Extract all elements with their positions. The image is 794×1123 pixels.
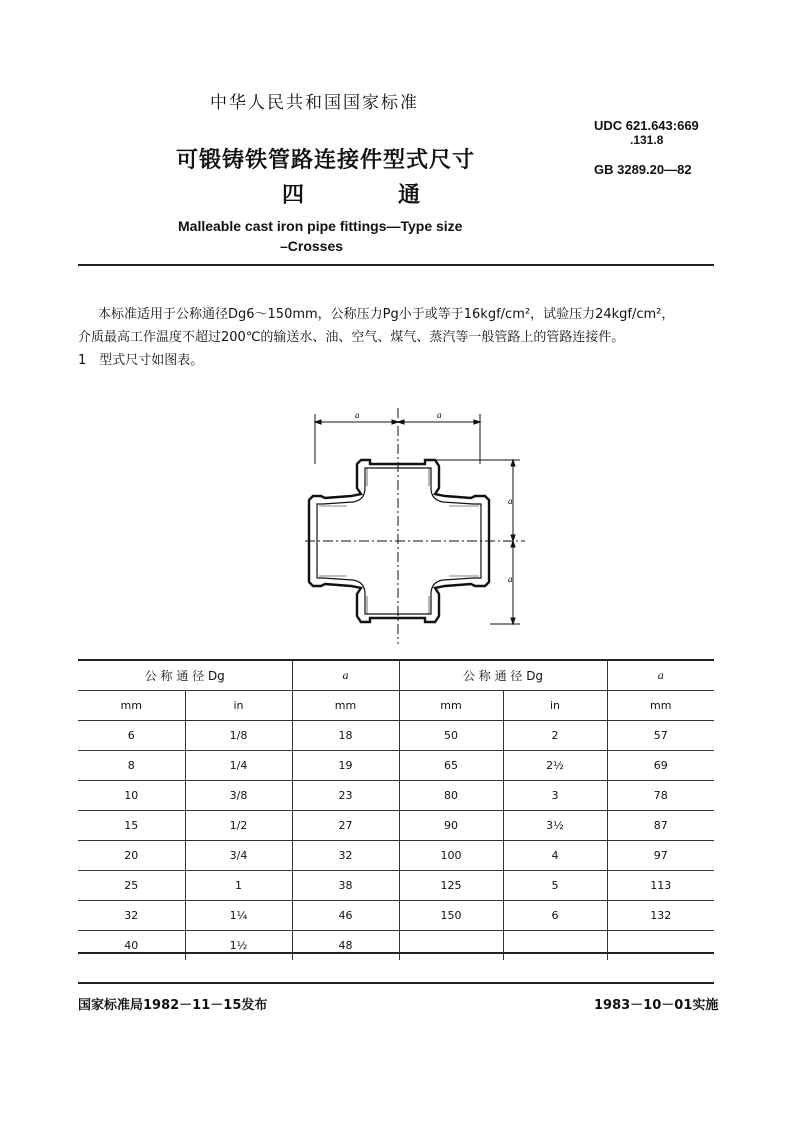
table-row [78, 781, 714, 811]
unit-cell: mm [292, 691, 399, 721]
table-row [78, 841, 714, 871]
cell: 46 [292, 901, 399, 931]
header-divider [78, 264, 714, 266]
unit-cell: in [503, 691, 607, 721]
cell: 80 [399, 781, 503, 811]
cell: 87 [607, 811, 714, 841]
cell: 5 [503, 871, 607, 901]
cell: 1/2 [185, 811, 292, 841]
cross-fitting-drawing [295, 404, 535, 650]
document-title: 可锻铸铁管路连接件型式尺寸 [176, 148, 476, 173]
table-row [78, 721, 714, 751]
table-row [78, 871, 714, 901]
dim-label-a-left: a [355, 410, 360, 420]
cell: 65 [399, 751, 503, 781]
cell: 6 [503, 901, 607, 931]
cell: 2½ [503, 751, 607, 781]
unit-cell: in [185, 691, 292, 721]
cell [607, 931, 714, 961]
cell: 40 [124, 939, 139, 952]
table-row [78, 901, 714, 931]
cell: 100 [399, 841, 503, 871]
cell: 32 [124, 909, 139, 922]
issuing-country-header: 中华人民共和国国家标准 [210, 93, 419, 113]
cell: 2 [503, 721, 607, 751]
english-subtitle: –Crosses [280, 238, 344, 254]
header-nominal-diameter-left: 公 称 通 径 Dg [144, 668, 225, 683]
cell: 6 [127, 729, 135, 742]
cell: 50 [399, 721, 503, 751]
unit-cell: mm [399, 691, 503, 721]
dimensions-table [78, 660, 714, 960]
gb-standard-number: GB 3289.20—82 [594, 162, 692, 177]
cell: 4 [503, 841, 607, 871]
cell: 57 [607, 721, 714, 751]
footer-divider [78, 982, 714, 984]
cell: 1¼ [185, 901, 292, 931]
cell: 97 [607, 841, 714, 871]
unit-cell: mm [120, 699, 142, 712]
cell: 25 [124, 879, 139, 892]
cell: 1½ [185, 931, 292, 961]
udc-code-cont: .131.8 [630, 133, 664, 147]
cell: 27 [292, 811, 399, 841]
cell: 3 [503, 781, 607, 811]
cell: 19 [292, 751, 399, 781]
cell: 8 [127, 759, 135, 772]
dim-label-a-right: a [437, 410, 442, 420]
unit-cell: mm [607, 691, 714, 721]
table-row [78, 931, 714, 961]
header-nominal-diameter-right: 公 称 通 径 Dg [399, 660, 607, 691]
cell: 48 [292, 931, 399, 961]
table-row [78, 811, 714, 841]
cell: 10 [124, 789, 139, 802]
cell [503, 931, 607, 961]
cell: 3/8 [185, 781, 292, 811]
cell: 15 [124, 819, 139, 832]
header-a-right: a [607, 660, 714, 691]
cell: 78 [607, 781, 714, 811]
table-units-row [78, 691, 714, 721]
cell: 113 [607, 871, 714, 901]
table-bottom-rule [78, 952, 714, 954]
cell: 90 [399, 811, 503, 841]
cell: 69 [607, 751, 714, 781]
cell: 150 [399, 901, 503, 931]
udc-code: UDC 621.643:669 [594, 118, 699, 133]
effective-date: 1983－10－01实施 [594, 998, 719, 1013]
cell: 1 [185, 871, 292, 901]
scope-paragraph-1: 本标准适用于公称通径Dg6～150mm，公称压力Pg小于或等于16kgf/cm²，试验压力24kgf/cm²， [98, 307, 675, 322]
cell: 3½ [503, 811, 607, 841]
english-title: Malleable cast iron pipe fittings—Type size [178, 218, 463, 234]
clause-1: 1 型式尺寸如图表。 [78, 353, 204, 368]
cell: 1/4 [185, 751, 292, 781]
cell: 20 [124, 849, 139, 862]
table-header-row [78, 660, 714, 691]
cell: 125 [399, 871, 503, 901]
cell: 32 [292, 841, 399, 871]
cell: 23 [292, 781, 399, 811]
cell: 1/8 [185, 721, 292, 751]
cell: 3/4 [185, 841, 292, 871]
cell: 132 [607, 901, 714, 931]
dim-label-a-top: a [508, 496, 513, 506]
document-subtitle: 四 通 [282, 183, 457, 208]
table-row [78, 751, 714, 781]
issue-date: 国家标准局1982－11－15发布 [78, 998, 268, 1013]
dim-label-a-bottom: a [508, 574, 513, 584]
cell [399, 931, 503, 961]
cell: 18 [292, 721, 399, 751]
header-a-left: a [292, 660, 399, 691]
cell: 38 [292, 871, 399, 901]
scope-paragraph-2: 介质最高工作温度不超过200℃的输送水、油、空气、煤气、蒸汽等一般管路上的管路连接件。 [78, 330, 625, 345]
